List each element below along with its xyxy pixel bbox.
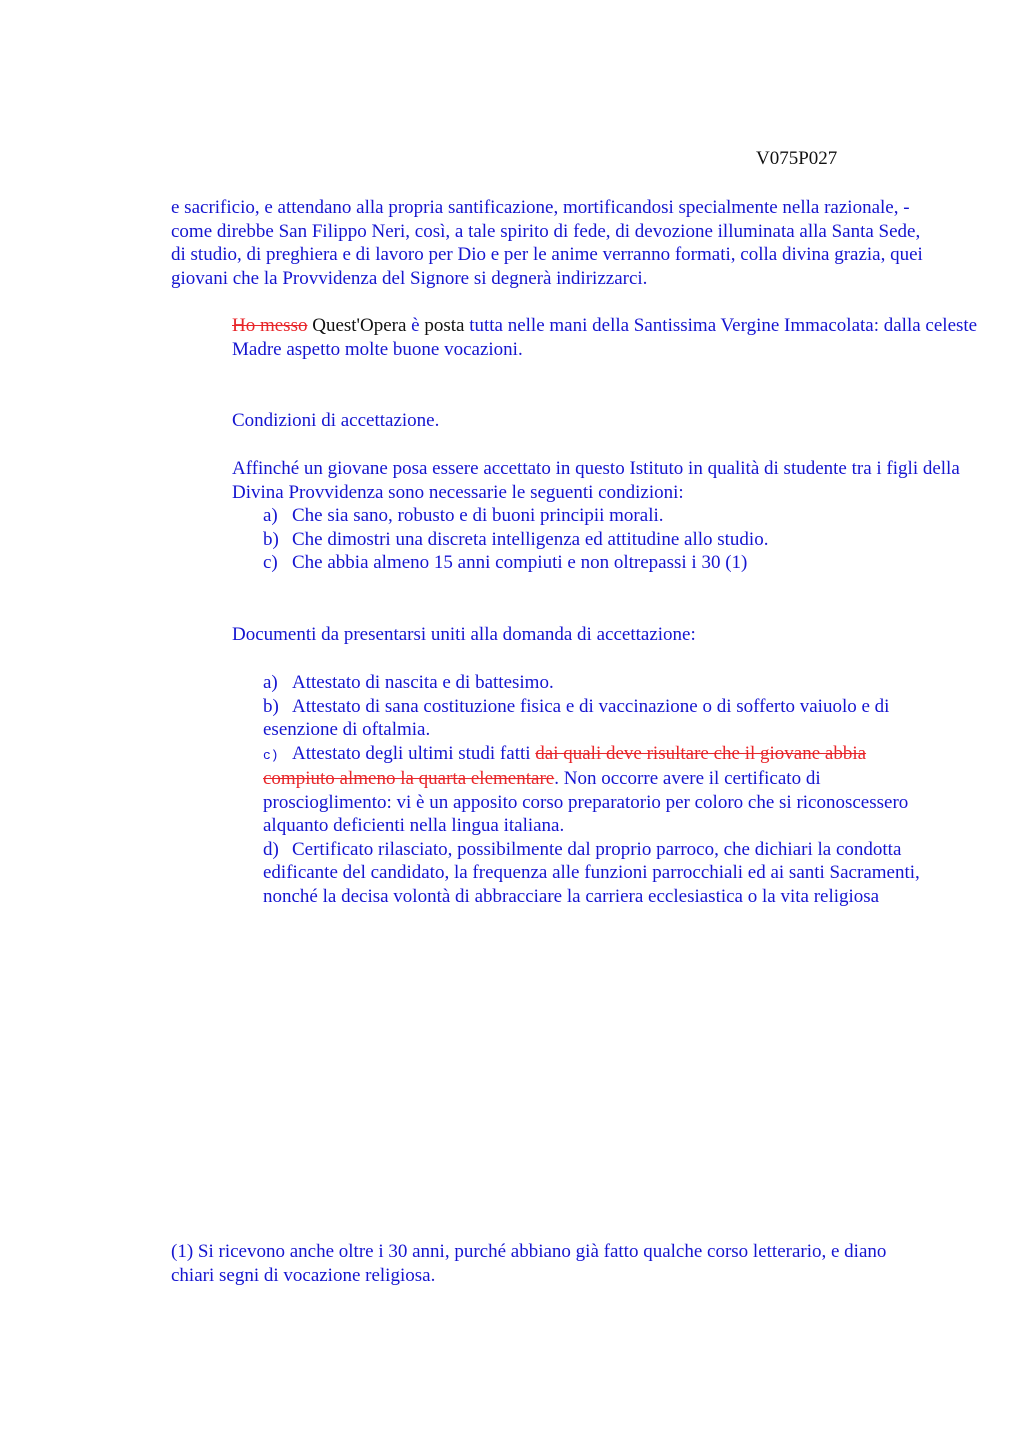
inserted-text: Quest'Opera xyxy=(312,315,407,336)
list-marker: a) xyxy=(263,672,278,693)
list-item-text: . Non occorre avere il certificato di proscioglimento: vi è un apposito corso preparatorio per coloro che si riconoscessero alquanto deficienti nella lingua italiana. xyxy=(263,768,909,836)
list-marker: d) xyxy=(263,838,279,860)
inserted-text: posta xyxy=(424,315,465,336)
footnote: (1) Si ricevono anche oltre i 30 anni, purché abbiano già fatto qualche corso letterario, e diano chiari segni di vocazione religiosa. xyxy=(171,1241,887,1286)
conditions-list xyxy=(263,504,933,575)
page-code: V075P027 xyxy=(756,148,838,169)
struck-text: Ho messo xyxy=(232,315,308,336)
list-item xyxy=(263,528,933,552)
documents-heading: Documenti da presentarsi uniti alla domanda di accettazione: xyxy=(232,624,696,645)
list-item-text: Che sia sano, robusto e di buoni principii morali. xyxy=(292,505,664,526)
list-item xyxy=(263,551,933,575)
list-marker: c) xyxy=(263,747,279,763)
intro-paragraph: e sacrificio, e attendano alla propria santificazione, mortificandosi specialmente nella razionale, - come direbbe San Filippo Neri, così, a tale spirito di fede, di devozione illuminata alla Santa Sede, di studio, di preghiera e di lavoro per Dio e per le anime verranno formati, colla divina grazia, quei giovani che la Provvidenza del Signore si degnerà indirizzarci. xyxy=(171,197,923,289)
list-item-text: Che dimostri una discreta intelligenza ed attitudine allo studio. xyxy=(292,528,769,550)
list-item xyxy=(263,838,933,909)
list-marker: b) xyxy=(263,695,279,717)
list-marker: a) xyxy=(263,505,278,526)
documents-list xyxy=(263,671,933,908)
dedication-text: tutta nelle mani della Santissima Vergine Immacolata: dalla celeste Madre aspetto molte buone vocazioni. xyxy=(232,315,978,360)
list-item-text: Attestato di nascita e di battesimo. xyxy=(292,672,554,693)
list-item xyxy=(263,742,933,838)
list-item xyxy=(263,504,933,528)
list-item-text: Attestato degli ultimi studi fatti xyxy=(292,742,531,764)
dedication-paragraph xyxy=(171,314,992,361)
list-marker: c) xyxy=(263,552,278,573)
list-marker: b) xyxy=(263,528,279,550)
list-item xyxy=(263,671,933,695)
struck-text: dai quali deve risultare che il giovane abbia compiuto almeno la quarta elementare xyxy=(263,742,867,789)
list-item-text: Attestato di sana costituzione fisica e di vaccinazione o di sofferto vaiuolo e di esenzione di oftalmia. xyxy=(263,695,890,740)
list-item-text: Che abbia almeno 15 anni compiuti e non oltrepassi i 30 (1) xyxy=(292,552,748,573)
dedication-text: è xyxy=(411,315,420,336)
list-item xyxy=(263,695,933,742)
conditions-heading: Condizioni di accettazione. xyxy=(232,410,440,431)
conditions-intro: Affinché un giovane posa essere accettato in questo Istituto in qualità di studente tra i figli della Divina Provvidenza sono necessarie le seguenti condizioni: xyxy=(232,458,960,503)
list-item-text: Certificato rilasciato, possibilmente dal proprio parroco, che dichiari la condotta edificante del candidato, la frequenza alle funzioni parrocchiali ed ai santi Sacramenti, nonché la decisa volontà di abbracciare la carriera ecclesiastica o la vita religiosa xyxy=(263,838,920,907)
